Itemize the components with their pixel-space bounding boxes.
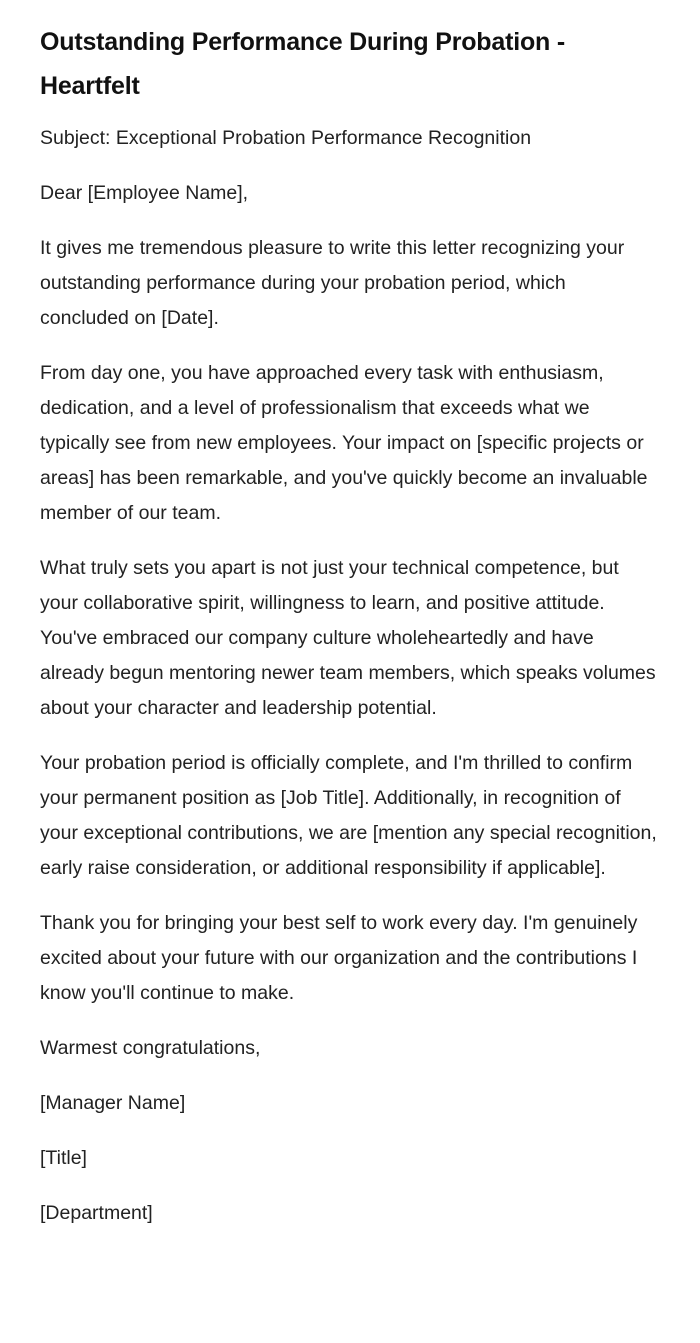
body-paragraph-5: Thank you for bringing your best self to work every day. I'm genuinely excited about your future with our organization and the contributions I know you'll continue to make. [40, 912, 638, 1004]
letter-subject: Subject: Exceptional Probation Performance Recognition [40, 127, 532, 149]
signature-title: [Title] [40, 1147, 87, 1169]
signature-department: [Department] [40, 1202, 153, 1224]
letter-title: Outstanding Performance During Probation - Heartfelt [40, 28, 565, 100]
body-paragraph-3: What truly sets you apart is not just your technical competence, but your collaborative spirit, willingness to learn, and positive attitude. You've embraced our company culture wholeheartedly and have already begun mentoring newer team members, which speaks volumes about your character and leadership potential. [40, 557, 656, 719]
letter-greeting: Dear [Employee Name], [40, 182, 249, 204]
letter-closing: Warmest congratulations, [40, 1037, 261, 1059]
body-paragraph-1: It gives me tremendous pleasure to write this letter recognizing your outstanding performance during your probation period, which concluded on [Date]. [40, 237, 625, 329]
signature-name: [Manager Name] [40, 1092, 186, 1114]
body-paragraph-4: Your probation period is officially complete, and I'm thrilled to confirm your permanent position as [Job Title]. Additionally, in recognition of your exceptional contributions, we are [mention any special recognition, early raise consideration, or additional responsibility if applicable]. [40, 752, 657, 879]
body-paragraph-2: From day one, you have approached every task with enthusiasm, dedication, and a level of professionalism that exceeds what we typically see from new employees. Your impact on [specific projects or areas] has been remarkable, and you've quickly become an invaluable member of our team. [40, 362, 648, 524]
